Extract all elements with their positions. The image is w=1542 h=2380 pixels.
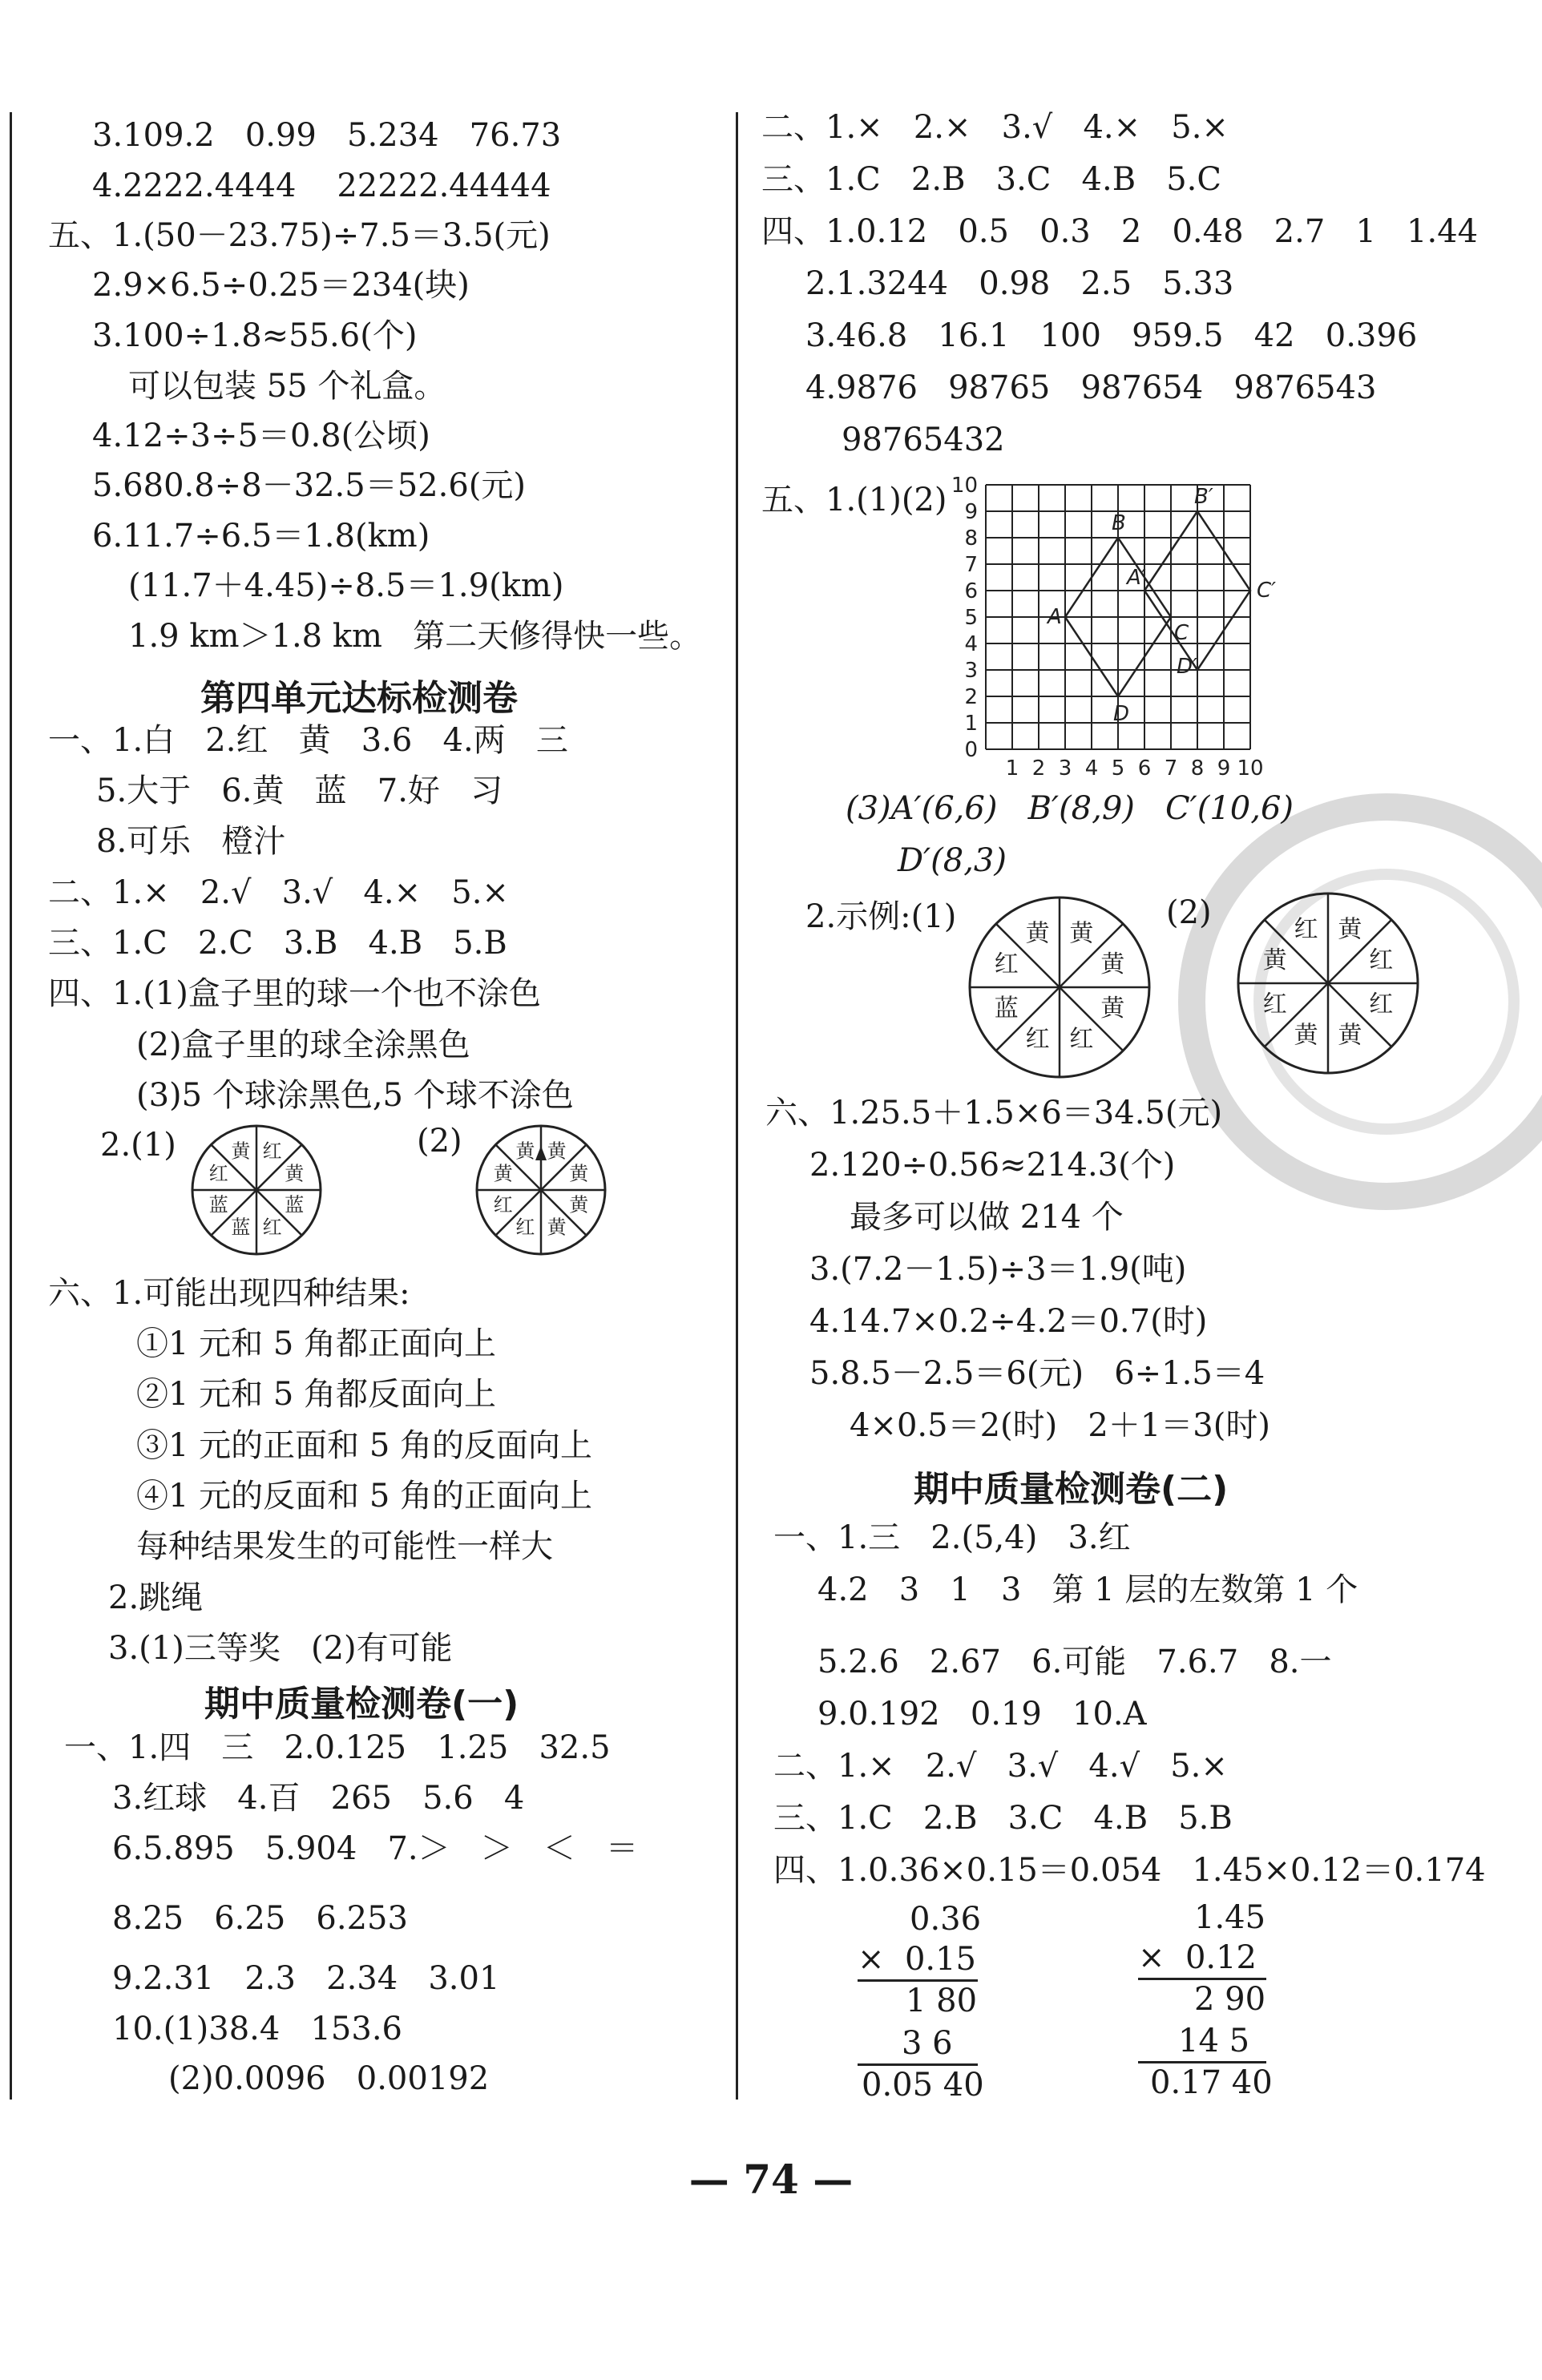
answer-line: 2.120÷0.56≈214.3(个) <box>809 1147 1176 1184</box>
y-tick-label: 1 <box>964 712 978 736</box>
answer-line: 二、1.× 2.√ 3.√ 4.× 5.× <box>48 874 509 911</box>
answer-line: 3.46.8 16.1 100 959.5 42 0.396 <box>805 317 1418 354</box>
answer-line: 二、1.× 2.× 3.√ 4.× 5.× <box>761 109 1229 146</box>
wheel-sector-label: 黄 <box>515 1140 535 1163</box>
y-tick-label: 9 <box>964 500 978 524</box>
y-tick-label: 5 <box>964 606 978 630</box>
column-divider <box>736 112 738 2100</box>
answer-line: 5.680.8÷8－32.5＝52.6(元) <box>92 467 526 504</box>
y-tick-label: 2 <box>964 685 978 709</box>
left-margin-line <box>10 112 12 2100</box>
answer-line: 三、1.C 2.B 3.C 4.B 5.B <box>773 1800 1233 1837</box>
wheel-sector-label: 黄 <box>569 1162 589 1185</box>
answer-line: 3.100÷1.8≈55.6(个) <box>92 317 418 354</box>
wheel-sector-label: 红 <box>1025 1025 1050 1054</box>
x-tick-label: 1 <box>1005 756 1019 777</box>
wheel-sector-label: 黄 <box>1294 1021 1318 1050</box>
answer-line: 6.11.7÷6.5＝1.8(km) <box>92 518 430 555</box>
point-label: C′ <box>1257 579 1277 603</box>
answer-line: (2) <box>1166 894 1212 931</box>
answer-line: 5.大于 6.黄 蓝 7.好 习 <box>96 772 503 809</box>
answer-line: 5.8.5－2.5＝6(元) 6÷1.5＝4 <box>809 1355 1265 1392</box>
answer-line: 3.红球 4.百 265 5.6 4 <box>112 1780 525 1817</box>
answer-line: 三、1.C 2.C 3.B 4.B 5.B <box>48 925 507 962</box>
wheel-sector-label: 蓝 <box>208 1193 228 1216</box>
answer-line: (3)5 个球涂黑色,5 个球不涂色 <box>136 1077 574 1114</box>
y-tick-label: 10 <box>951 474 978 498</box>
wheel-sector-label: 红 <box>1262 990 1287 1019</box>
wheel-sector-label: 红 <box>1294 915 1318 944</box>
answer-line: ①1 元和 5 角都正面向上 <box>136 1325 497 1362</box>
y-tick-label: 7 <box>964 553 978 577</box>
answer-line: 2.9×6.5÷0.25＝234(块) <box>92 267 470 304</box>
x-tick-label: 3 <box>1058 756 1072 777</box>
wheel-sector-label: 红 <box>1369 946 1394 975</box>
answer-line: 一、1.白 2.红 黄 3.6 4.两 三 <box>48 722 568 759</box>
wheel-sector-label: 黄 <box>1262 946 1287 975</box>
answer-line: 六、1.25.5＋1.5×6＝34.5(元) <box>765 1095 1223 1132</box>
answer-line: 5.2.6 2.67 6.可能 7.6.7 8.一 <box>817 1644 1332 1680</box>
answer-line: 四、1.0.36×0.15＝0.054 1.45×0.12＝0.174 <box>773 1852 1486 1889</box>
answer-line: 四、1.0.12 0.5 0.3 2 0.48 2.7 1 1.44 <box>761 213 1479 250</box>
answer-line: 可以包装 55 个礼盒。 <box>128 368 446 405</box>
answer-line: 2.(1) <box>100 1127 176 1164</box>
x-tick-label: 6 <box>1137 756 1152 777</box>
y-tick-label: 4 <box>964 632 978 656</box>
wheel-sector-label: 黄 <box>547 1140 567 1163</box>
answer-line: 一、1.四 三 2.0.125 1.25 32.5 <box>64 1729 611 1766</box>
wheel-sector-label: 红 <box>208 1162 228 1185</box>
answer-page: 3.109.2 0.99 5.234 76.73 4.2222.4444 22222.44444 五、1.(50－23.75)÷7.5＝3.5(元) 2.9×6.5÷0.25＝234(块) 3.100÷1.8≈55.6(个) 可以包装 55 个礼盒。 4.12÷3÷5＝0.8(公顷) 5.680.8÷8－32.5＝52.6(元) 6.11.7÷6.5＝1.8(km) (11.7＋4.45)÷8.5＝1.9(km) 1.9 km＞1.8 km 第二天修得快一些。 第四单元达标检测卷 一、1.白 2.红 黄 3.6 4.两 三 5.大于 6.黄 蓝 7.好 习 8.可乐 橙汁 二、1.× 2.√ 3.√ 4.× 5.× 三、1.C 2.C 3.B 4.B 5.B 四、1.(1)盒子里的球一个也不涂色 (2)盒子里的球全涂黑色 (3)5 个球涂黑色,5 个球不涂色 2.(1) (2) 红 黄 蓝 红 蓝 蓝 红 黄 黄 黄 黄 黄 红 红 黄 黄 六、1.可能出现四种结果: ①1 元和 5 角都正面向上 ②1 元和 5 角都反面向上 ③1 元的正面和 5 角的反面向上 ④1 元的反面和 5 角的正面向上 每种结果发生的可能性一样大 2.跳绳 3.(1)三等奖 (2)有可能 期中质量检测卷(一) 一、1.四 三 2.0.125 1.25 32.5 3.红球 4.百 265 5.6 4 6.5.895 5.904 7.＞ ＞ ＜ ＝ 8.25 6.25 6.253 9.2.31 2.3 2.34 3.01 10.(1)38.4 153.6 (2)0.0096 0.00192 二、1.× 2.× 3.√ 4.× 5.× 三、1.C 2.B 3.C 4.B 5.C 四、1.0.12 0.5 0.3 2 0.48 2.7 1 1.44 2.1.3244 0.98 2.5 5.33 3.46.8 16.1 100 959.5 42 0.396 4.9876 98765 987654 9876543 98765432 五、1.(1)(2) 10 9 8 7 6 5 4 3 2 1 0 1 2 3 4 5 6 7 8 9 10 A B C D A′ B′ C′ D′ (3)A′(6,6) B′(8,9) C′(10,6) D′(8,3) 2.示例:(1) (2) 黄 黄 黄 红 红 蓝 红 黄 黄 红 红 黄 黄 红 黄 红 六、1.25.5＋1.5×6＝34.5(元) 2.120÷0.56≈214.3(个) 最多可以做 214 个 3.(7.2－1.5)÷3＝1.9(吨) 4.14.7×0.2÷4.2＝0.7(时) 5.8.5－2.5＝6(元) 6÷1.5＝4 4×0.5＝2(时) 2＋1＝3(时) 期中质量检测卷(二) 一、1.三 2.(5,4) 3.红 4.2 3 1 3 第 1 层的左数第 1 个 5.2.6 2.67 6.可能 7.6.7 8.一 9.0.192 0.19 10.A 二、1.× 2.√ 3.√ 4.√ 5.× 三、1.C 2.B 3.C 4.B 5.B 四、1.0.36×0.15＝0.054 1.45×0.12＝0.174 0.36 × 0.15 1 80 3 6 0.05 40 1.45 × 0.12 2 90 14 5 0.17 40 — 74 — <box>0 0 1542 2380</box>
answer-line: (11.7＋4.45)÷8.5＝1.9(km) <box>128 567 564 604</box>
answer-line: (2)盒子里的球全涂黑色 <box>136 1027 470 1063</box>
answer-line: 9.0.192 0.19 10.A <box>817 1696 1147 1733</box>
point-label: B <box>1112 511 1126 535</box>
point-label: C <box>1174 621 1189 645</box>
answer-line: 4.14.7×0.2÷4.2＝0.7(时) <box>809 1303 1208 1340</box>
answer-line: 五、1.(50－23.75)÷7.5＝3.5(元) <box>48 217 551 254</box>
x-tick-label: 2 <box>1031 756 1046 777</box>
answer-line: 10.(1)38.4 153.6 <box>112 2011 402 2047</box>
wheel-sector-label: 黄 <box>1069 919 1094 948</box>
answer-line: 9.2.31 2.3 2.34 3.01 <box>112 1960 500 1997</box>
spinner-wheel-4 <box>1234 889 1423 1078</box>
answer-line: 3.(7.2－1.5)÷3＝1.9(吨) <box>809 1251 1187 1288</box>
answer-line: 最多可以做 214 个 <box>850 1199 1124 1236</box>
wheel-sector-label: 红 <box>994 950 1019 979</box>
y-tick-label: 6 <box>964 579 978 603</box>
answer-line: 4.2222.4444 22222.44444 <box>92 167 551 204</box>
spinner-wheel-3 <box>966 894 1154 1082</box>
point-label: A <box>1048 605 1062 629</box>
section-heading: 期中质量检测卷(一) <box>204 1684 519 1724</box>
x-tick-label: 10 <box>1237 756 1264 777</box>
answer-line: 二、1.× 2.√ 3.√ 4.√ 5.× <box>773 1748 1228 1785</box>
point-label: D′ <box>1177 655 1197 679</box>
answer-line: 4×0.5＝2(时) 2＋1＝3(时) <box>850 1407 1270 1444</box>
answer-line: 每种结果发生的可能性一样大 <box>136 1528 553 1565</box>
wheel-sector-label: 红 <box>1369 990 1394 1019</box>
answer-line: 98765432 <box>842 422 1005 458</box>
answer-line: (3)A′(6,6) B′(8,9) C′(10,6) <box>846 790 1294 827</box>
y-tick-label: 3 <box>964 659 978 683</box>
answer-line: ②1 元和 5 角都反面向上 <box>136 1376 497 1413</box>
wheel-sector-label: 黄 <box>231 1140 251 1163</box>
wheel-sector-label: 红 <box>262 1140 282 1163</box>
coordinate-grid <box>950 473 1286 777</box>
answer-line: 六、1.可能出现四种结果: <box>48 1275 410 1312</box>
point-label: D <box>1113 702 1130 726</box>
x-tick-label: 8 <box>1190 756 1205 777</box>
answer-line: 2.1.3244 0.98 2.5 5.33 <box>805 265 1234 302</box>
spinner-wheel-2 <box>473 1122 609 1258</box>
answer-line: 1.9 km＞1.8 km 第二天修得快一些。 <box>128 618 702 655</box>
answer-line: D′(8,3) <box>898 842 1007 879</box>
answer-line: 三、1.C 2.B 3.C 4.B 5.C <box>761 161 1222 198</box>
answer-line: 2.跳绳 <box>108 1579 204 1616</box>
x-tick-label: 7 <box>1164 756 1178 777</box>
wheel-sector-label: 红 <box>1069 1025 1094 1054</box>
y-tick-label: 0 <box>964 738 978 762</box>
answer-line: ③1 元的正面和 5 角的反面向上 <box>136 1427 593 1464</box>
answer-line: 4.2 3 1 3 第 1 层的左数第 1 个 <box>817 1571 1358 1608</box>
answer-line: 3.(1)三等奖 (2)有可能 <box>108 1630 453 1667</box>
section-heading: 第四单元达标检测卷 <box>200 678 518 719</box>
wheel-sector-label: 黄 <box>1100 994 1125 1023</box>
answer-line: 一、1.三 2.(5,4) 3.红 <box>773 1519 1131 1556</box>
answer-line: (2) <box>417 1123 462 1160</box>
x-tick-label: 4 <box>1084 756 1099 777</box>
wheel-sector-label: 蓝 <box>231 1216 251 1239</box>
wheel-sector-label: 黄 <box>569 1193 589 1216</box>
wheel-sector-label: 红 <box>493 1193 513 1216</box>
wheel-sector-label: 黄 <box>1100 950 1125 979</box>
wheel-sector-label: 黄 <box>1338 915 1362 944</box>
x-tick-label: 9 <box>1217 756 1231 777</box>
wheel-sector-label: 黄 <box>547 1216 567 1239</box>
answer-line: 4.9876 98765 987654 9876543 <box>805 369 1377 406</box>
answer-line: 2.示例:(1) <box>805 898 957 935</box>
answer-line: 4.12÷3÷5＝0.8(公顷) <box>92 418 430 454</box>
answer-line: 四、1.(1)盒子里的球一个也不涂色 <box>48 975 541 1012</box>
answer-line: 6.5.895 5.904 7.＞ ＞ ＜ ＝ <box>112 1830 639 1867</box>
answer-line: 8.25 6.25 6.253 <box>112 1900 408 1937</box>
wheel-sector-label: 黄 <box>1025 919 1050 948</box>
spinner-wheel-1 <box>188 1122 325 1258</box>
wheel-sector-label: 黄 <box>1338 1021 1362 1050</box>
section-heading: 期中质量检测卷(二) <box>914 1469 1229 1510</box>
answer-line: ④1 元的反面和 5 角的正面向上 <box>136 1478 593 1515</box>
point-label: A′ <box>1127 566 1146 590</box>
wheel-sector-label: 黄 <box>493 1162 513 1185</box>
point-label: B′ <box>1194 485 1213 509</box>
wheel-sector-label: 蓝 <box>994 994 1019 1023</box>
x-tick-label: 5 <box>1111 756 1125 777</box>
answer-line: 8.可乐 橙汁 <box>96 823 286 860</box>
wheel-sector-label: 蓝 <box>285 1193 305 1216</box>
answer-line: (2)0.0096 0.00192 <box>168 2060 490 2097</box>
answer-line: 3.109.2 0.99 5.234 76.73 <box>92 117 562 154</box>
answer-line: 五、1.(1)(2) <box>761 482 947 518</box>
wheel-sector-label: 红 <box>262 1216 282 1239</box>
wheel-sector-label: 黄 <box>285 1162 305 1185</box>
y-tick-label: 8 <box>964 526 978 551</box>
wheel-sector-label: 红 <box>515 1216 535 1239</box>
page-number: — 74 — <box>688 2156 854 2203</box>
